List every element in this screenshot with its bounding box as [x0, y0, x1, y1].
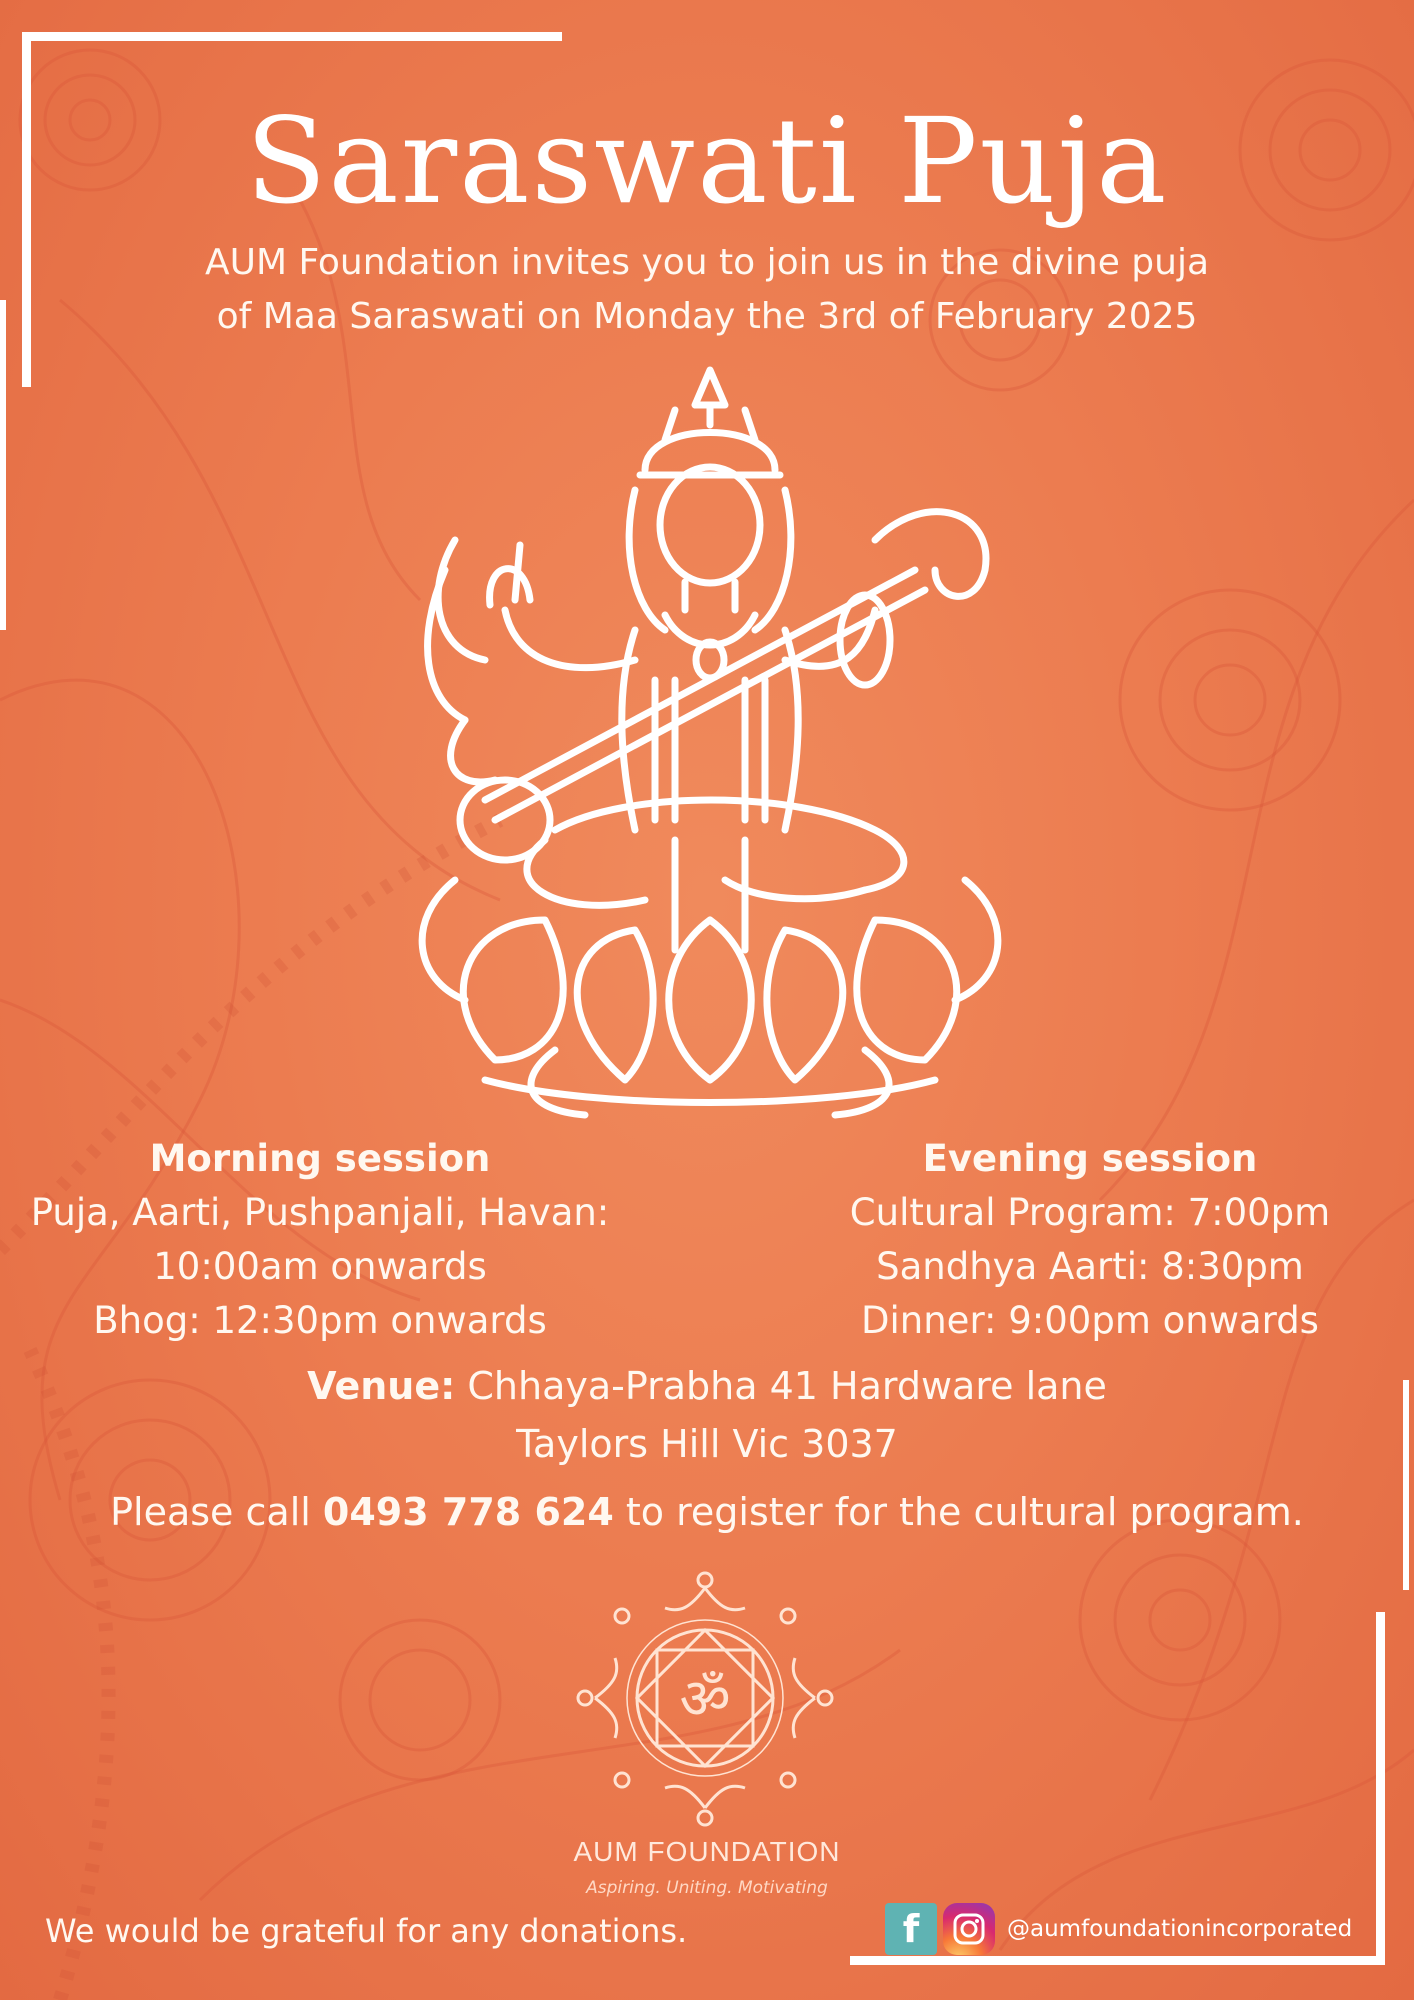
instagram-glyph: [951, 1911, 987, 1947]
invitation-line-1: AUM Foundation invites you to join us in the divine puja: [204, 242, 1210, 283]
logo-tagline: Aspiring. Uniting. Motivating: [586, 1878, 828, 1898]
frame-right-edge: [1403, 1380, 1409, 1590]
venue-line-1: [0, 1364, 1414, 1408]
morning-line-2: 10:00am onwards: [153, 1245, 487, 1288]
venue-address-2: Taylors Hill Vic 3037: [516, 1422, 898, 1466]
evening-line-2: Sandhya Aarti: 8:30pm: [876, 1245, 1304, 1288]
evening-session: [790, 1132, 1390, 1348]
page-title: Saraswati Puja: [245, 92, 1169, 230]
register-phone[interactable]: 0493 778 624: [322, 1490, 614, 1534]
venue-address-1: Chhaya-Prabha 41 Hardware lane: [467, 1364, 1107, 1408]
donations-text: We would be grateful for any donations.: [45, 1912, 688, 1950]
register-line: [0, 1490, 1414, 1534]
aum-foundation-logo: [570, 1568, 840, 1838]
frame-left-edge: [0, 300, 6, 630]
venue-label: Venue:: [307, 1364, 456, 1408]
evening-line-3: Dinner: 9:00pm onwards: [861, 1299, 1319, 1342]
facebook-icon[interactable]: f: [885, 1903, 937, 1955]
frame-bottom-line: [850, 1956, 1385, 1965]
morning-session-heading: Morning session: [149, 1137, 491, 1180]
morning-session: [20, 1132, 620, 1348]
evening-line-1: Cultural Program: 7:00pm: [849, 1191, 1331, 1234]
frame-top-line: [22, 32, 562, 41]
morning-line-3: Bhog: 12:30pm onwards: [93, 1299, 547, 1342]
saraswati-illustration: [395, 360, 1025, 1120]
evening-session-heading: Evening session: [922, 1137, 1258, 1180]
morning-line-1: Puja, Aarti, Pushpanjali, Havan:: [30, 1191, 610, 1234]
frame-right-bottom-line: [1376, 1612, 1385, 1957]
social-handle[interactable]: @aumfoundationincorporated: [1007, 1916, 1353, 1942]
register-before: Please call: [110, 1490, 311, 1534]
social-links: [885, 1902, 1352, 1956]
register-after: to register for the cultural program.: [625, 1490, 1304, 1534]
logo-org-name: AUM FOUNDATION: [573, 1836, 841, 1867]
instagram-icon[interactable]: [943, 1903, 995, 1955]
invitation-line-2: of Maa Saraswati on Monday the 3rd of February 2025: [216, 296, 1198, 337]
om-symbol: ॐ: [679, 1667, 731, 1732]
